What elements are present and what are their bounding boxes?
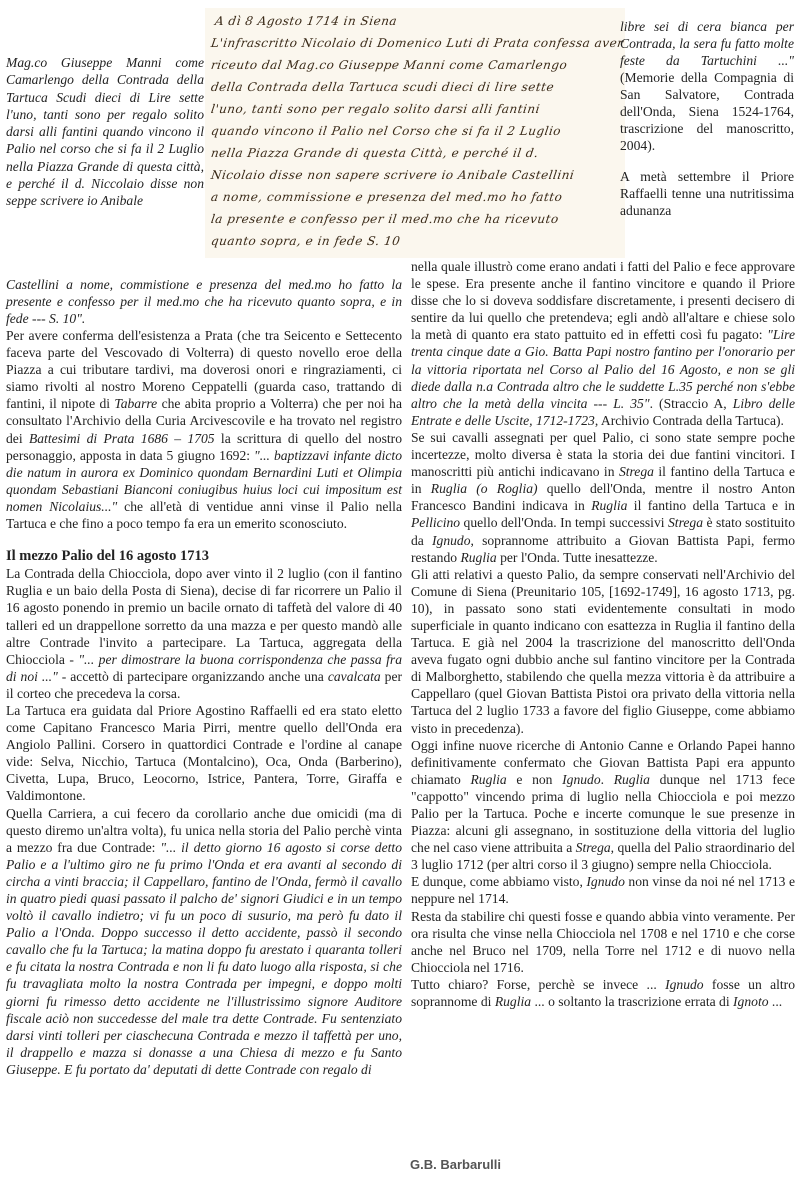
right-column <box>411 258 795 1010</box>
fantini-paragraph: Se sui cavalli assegnati per quel Palio, ci sono state sempre poche incertezze, molto diversa è stata la storia dei due fantini vincitori. I manoscritti più antichi indicavano in Strega il fantino della Tartuca e in Ruglia (o Roglia) quello dell'Onda, mentre il nostro Anton Francesco Bandini indicava in Ruglia il fantino della Tartuca e in Pellicino quello dell'Onda. In tempi successivi Strega è stato sostituito da Ignudo, soprannome attribuito a Giovan Battista Papi, fermo restando Ruglia per l'Onda. Tutte inesattezze. <box>411 429 796 565</box>
memorie-source: (Memorie della Compagnia di San Salvatore, Contrada dell'Onda, Siena 1524-1764, trascrizione del manoscritto, 2004). <box>620 69 794 154</box>
ricerche-paragraph: Oggi infine nuove ricerche di Antonio Canne e Orlando Papei hanno definitivamente confermato che Giovan Battista Papi era appunto chiamato Ruglia e non Ignudo. Ruglia dunque nel 1713 fece "cappotto" vincendo prima di luglio nella Chiocciola e poi mezzo Palio per la Tartuca. Poche e incerte comunque le sue presenze in Piazza: alcuni gli assegnano, in sostituzione della vittoria del luglio che nel caso viene attribuita a Strega, quella del Palio straordinario del 3 luglio 1712 (per altri corso il 3 giugno) sempre nella Chiocciola. <box>411 737 796 873</box>
priore-paragraph: A metà settembre il Priore Raffaelli tenne una nutritissima adunanza <box>620 168 794 219</box>
dunque-paragraph: E dunque, come abbiamo visto, Ignudo non vinse da noi né nel 1713 e neppure nel 1714. <box>411 874 795 907</box>
manuscript-line: della Contrada della Tartuca scudi dieci di lire sette <box>210 80 556 94</box>
section-title: Il mezzo Palio del 16 agosto 1713 <box>6 548 209 565</box>
manuscript-caption: Mag.co Giuseppe Manni come Camarlengo della Contrada della Tartuca Scudi dieci di Lire sette l'uno, tanti sono per regalo solito darsi alli fantini quando vincono il Palio nel corso che si fa il 2 Luglio nella Piazza Grande di questa città, e perché il d. Niccolaio disse non seppe scrivere io Anibale <box>6 55 204 209</box>
manuscript-image <box>205 8 625 258</box>
resta-paragraph: Resta da stabilire chi questi fosse e quando abbia vinto veramente. Per ora risulta che vinse nella Chiocciola nel 1708 e nel 1710 e che corse anche nel Bruco nel 1709, nella Torre nel 1712 e di nuovo nella Chiocciola nel 1716. <box>411 908 795 975</box>
conclusion-paragraph: Tutto chiaro? Forse, perchè se invece ... Ignudo fosse un altro soprannome di Ruglia ... o soltanto la trascrizione errata di Ignoto ... <box>411 976 796 1010</box>
manuscript-line: Nicolaio disse non sapere scrivere io Anibale Castellini <box>210 168 576 182</box>
carriera-paragraph: Quella Carriera, a cui fecero da corollario anche due omicidi (ma di questo diremo un'altra volta), fu unica nella storia del Palio perchè vinta a mezzo fra due Contrade: "... il detto giorno 16 agosto si corse detto Palio e a l'ultimo giro ne fu primo l'Onda et era avanti al secondo di circha a vinti braccia; il Cappellaro, fantino de l'Onda, fermò il cavallo in quatro piedi quasi passato il palcho de' signori Giudici e in un tempo voltò il cavallo indietro; vi fu un poco di susurio, ma però fu dato il Palio a l'Onda. Doppo successo il detto accidente, passò il secondo cavallo che fu la Tartuca; la matina doppo fu arestato i quaranta tolleri e fu citata la nostra Contrada e non li fu dato luogo alla risposta, si che fu travagliata molto la nostra Contrada per impegni, e doppo molti giorni fu rimesso detto accidente ne l'illustrissimo signore Auditore fiscale aciò non succedesse del male tra dette Contrade. Fu sentenziato darsi vinti tolleri per ciaschecuna Contrada e mezzo il taffettà per uno, il drappello e mazza si donasse a una Chiesa di mezzo e fu Santo Giuseppe. E fu portato da' deputati di dette Contrade con regalo di <box>6 805 402 1077</box>
manuscript-line: quando vincono il Palio nel Corso che si fa il 2 Luglio <box>210 124 563 138</box>
manuscript-line: a nome, commissione e presenza del med.mo ho fatto <box>210 190 564 204</box>
tartuca-paragraph: La Tartuca era guidata dal Priore Agostino Raffaelli ed era stato eletto come Capitano Francesco Maria Pirri, mentre quello dell'Onda era Angiolo Pallini. Corsero in quattordici Contrade e l'ordine al canape vide: Selva, Nicchio, Tartuca (Montalcino), Oca, Onda (Barberino), Civetta, Lupa, Bruco, Leocorno, Istrice, Pantera, Torre, Giraffa e Valdimontone. <box>6 702 402 804</box>
manuscript-line: l'uno, tanti sono per regalo solito darsi alli fantini <box>210 102 541 116</box>
prata-paragraph: Per avere conferma dell'esistenza a Prata (che tra Seicento e Settecento faceva parte del Vescovado di Volterra) di questo novello eroe della Piazza a cui tributare tardivi, ma doverosi onori e ringraziamenti, ci siamo rivolti al nostro Moreno Ceppatelli (guarda caso, trattando di fantini, il nipote di Tabarre che abita proprio a Volterra) che per noi ha consultato l'Archivio della Curia Arcivescovile e ha trovato nel registro dei Battesimi di Prata 1686 – 1705 la scrittura di quello del nostro personaggio, apposta in data 5 giugno 1692: "... baptizzavi infante dicto die natum in aurora ex Dominico quondam Bernardini Luti et Olimpia quondam Sebastiani Bianconi coniugibus huius loci cui impositum est nomen Nicolaius..." che all'età di ventidue anni vinse il Palio nella Tartuca e che fino a poco tempo fa era un emerito sconosciuto. <box>6 328 402 532</box>
right-top-column <box>620 4 794 233</box>
atti-paragraph: Gli atti relativi a questo Palio, da sempre conservati nell'Archivio del Comune di Siena (Preunitario 105, [1692-1749], 16 agosto 1713, pg. 10), in passato sono stati evidentemente consultati in modo superficiale in quanto indicano con esattezza in Ruglia il fantino della Tartuca. E già nel 2004 la trascrizione del manoscritto dell'Onda aveva fugato ogni dubbio anche sul fantino vincitore per la Contrada di Malborghetto, stabilendo che quella mezza vittoria è da attribuire a Cappellaro (quel Giovan Battista Pistoi ora privato della vittoria nella Tartuca del 2 luglio 1733 a favore del figlio Giuseppe, come abbiamo visto in precedenza). <box>411 566 795 736</box>
caption-continuation: Castellini a nome, commistione e presenza del med.mo ho fatto la presente e confesso per il med.mo che ha ricevuto quanto sopra, e in fede --- S. 10". <box>6 277 402 327</box>
memorie-quote: libre sei di cera bianca per Contrada, la sera fu fatto molte feste da Tartuchini ..." <box>620 18 794 68</box>
manuscript-line: quanto sopra, e in fede S. 10 <box>210 234 402 248</box>
author-signature: G.B. Barbarulli <box>410 1157 502 1172</box>
manuscript-line: A dì 8 Agosto 1714 in Siena <box>214 14 399 28</box>
adunanza-paragraph: nella quale illustrò come erano andati i fatti del Palio e fece approvare le spese. Era presente anche il fantino vincitore e quando il Priore disse che lo si doveva soddisfare discretamente, i presenti decisero di sentire da lui quello che pretendeva; egli andò all'altare e chiese solo la metà di quanto era stato pattuito ed in effetti così fu pagato: "Lire trenta cinque date a Gio. Batta Papi nostro fantino per l'onorario per la vittoria riportata nel Corso al Palio del 16 Agosto, e non se gli diede dalla n.a Contrada altro che le suddette L.35 perché non s'ebbe altro che la metà della vincita --- L. 35". (Straccio A, Libro delle Entrate e delle Uscite, 1712-1723, Archivio Contrada della Tartuca). <box>411 259 796 428</box>
chiocciola-paragraph: La Contrada della Chiocciola, dopo aver vinto il 2 luglio (con il fantino Ruglia e un baio della Posta di Siena), decise di far ricorrere un Palio il 16 agosto ponendo in premio un bacile ornato di taffetà del valore di 40 talleri ed un drappellone sorretto da una mazza e per questo mandò alle altre Contrade l'invito a partecipare. La Tartuca, aggregata della Chiocciola - "... per dimostrare la buona corrispondenza che passa fra di noi ..." - accettò di partecipare organizzando anche una cavalcata per il corteo che precedeva la corsa. <box>6 566 403 701</box>
manuscript-line: riceuto dal Mag.co Giuseppe Manni come Camarlengo <box>210 58 569 72</box>
manuscript-line: L'infrascritto Nicolaio di Domenico Luti di Prata confessa aver <box>210 36 625 50</box>
left-column <box>6 327 402 1078</box>
manuscript-line: la presente e confesso per il med.mo che ha ricevuto <box>210 212 560 226</box>
manuscript-line: nella Piazza Grande di questa Città, e perché il d. <box>210 146 540 160</box>
